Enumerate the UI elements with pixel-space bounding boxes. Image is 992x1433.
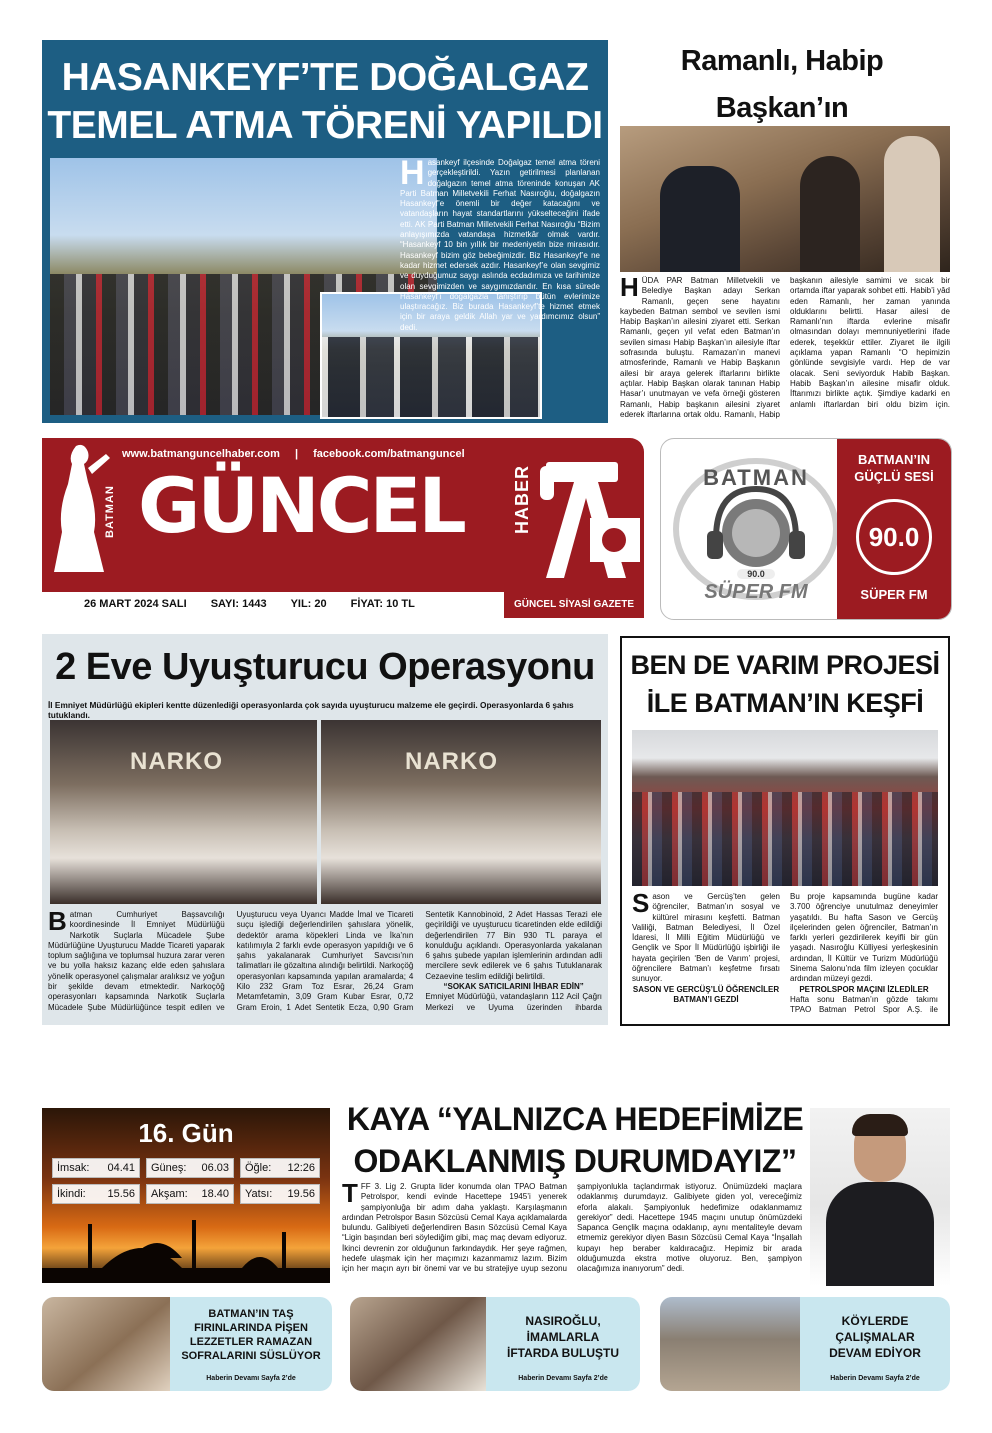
ramanli-iftar-photo <box>620 126 950 272</box>
ramadan-day: 16. Gün <box>138 1118 234 1148</box>
footer-card-iftar[interactable]: NASIROĞLU, İMAMLARLA İFTARDA BULUŞTU Haberin Devamı Sayfa 2’de <box>350 1297 640 1391</box>
footer-card-villages[interactable]: KÖYLERDE ÇALIŞMALAR DEVAM EDİYOR Haberin Devamı Sayfa 2’de <box>660 1297 950 1391</box>
issue-price: FİYAT: 10 TL <box>350 598 415 610</box>
kaya-headline: KAYA “YALNIZCA HEDEFİMİZE ODAKLANMIŞ DURUMDAYIZ” <box>346 1101 804 1179</box>
drug-subhead: İl Emniyet Müdürlüğü ekipleri kentte düzenlediği operasyonlarda çok sayıda uyuşturucu malzeme ele geçirdi. Operasyonlarda 6 şahıs tutuklandı. <box>48 700 574 720</box>
issue-number: SAYI: 1443 <box>210 598 267 610</box>
prayer-imsak: İmsak: 04.41 <box>52 1158 140 1178</box>
narko-evidence-photo-left: NARKO <box>50 720 317 904</box>
radio-red-column: BATMAN’IN GÜÇLÜ SESİ 90.0 SÜPER FM <box>837 439 951 619</box>
radio-bottom-text: SÜPER FM <box>704 581 808 603</box>
cemal-kaya-portrait <box>810 1108 950 1286</box>
pumpjack-icon <box>538 458 644 588</box>
footer-card-bakery[interactable]: BATMAN’IN TAŞ FIRINLARINDA PİŞEN LEZZETLER RAMAZAN SOFRALARINI SÜSLÜYOR Haberin Devamı Sayfa 2’de <box>42 1297 332 1391</box>
radio-frequency: 90.0 <box>856 499 932 575</box>
issue-year: YIL: 20 <box>290 598 327 610</box>
narko-evidence-photo-right: NARKO <box>321 720 601 904</box>
drug-story-panel <box>42 634 608 1025</box>
drug-body: B atman Cumhuriyet Başsavcılığı koordinesinde İl Emniyet Müdürlüğü Narkotik Suçlarla Mücadele Şube Müdürlüğüne Uyuşturucu Madde Ticareti yaparak toplum sağlığına ve toplumsal huzura zarar veren ve bu yolla haksız kazanç elde eden şahıslara yönelik operasyonel çalışmalar aralıksız ve yoğun bir şekilde devam etmektedir. Narkoçöğ operasyonları kapsamında Narkotik Suçlarla Mücadele Şube Müdürlüğünce tespit edilen ve Uyuşturucu veya Uyarıcı Madde İmal ve Ticareti suçu işlediği değerlendirilen şahıslara yönelik, dedektör arama köpekleri Linda ve İka’nın katılımıyla 2 farklı evde operasyon yapıldığı ve 6 şahıs yakalanarak Cumhuriyet Savcısı’nın talimatları ile gözaltına alındığı belirtildi. Narkoçöğ operasyonları kapsamında yapılan aramalarda; 4 Kilo 232 Gram Toz Esrar, 26,24 Gram Metamfetamin, 3,09 Gram Kubar Esrar, 0,72 Gram Eroin, 1 Adet Sentetik Ecza, 0,90 Gram Sentetik Kannobinoid, 2 Adet Hassas Terazi ele geçirildiği ve uyuşturucu ticaretinden elde edildiği değerlendirilen 77 Bin 930 TL paraya el konulduğu açıklandı. Operasyonlarda yakalanan 6 şahıs şubede yapılan işlemlerinin ardından adli mercilere sevk edilerek ve 6 şahıs Tutuklanarak Cezaevine teslim edildiği belirtildi. “SOKAK SATICILARINI İHBAR EDİN” Emniyet Müdürlüğü, vatandaşların 112 Acil Çağrı Merkezi ve Uyuma üzerinden ihbarda <box>48 910 602 1012</box>
radio-badge: 90.0 <box>737 569 775 579</box>
radio-logo <box>671 447 841 611</box>
prayer-aksam: Akşam: 18.40 <box>146 1184 234 1204</box>
more-link[interactable]: Haberin Devamı Sayfa 2’de <box>206 1375 296 1382</box>
mosque-silhouette-icon <box>42 1218 330 1283</box>
prayer-times-panel <box>42 1108 330 1283</box>
brand-side: HABER <box>512 464 532 534</box>
prayer-ikindi: İkindi: 15.56 <box>52 1184 140 1204</box>
tagline: GÜNCEL SİYASİ GAZETE <box>504 592 644 618</box>
website-link[interactable]: www.batmanguncelhaber.com <box>122 448 280 460</box>
brand-small: BATMAN <box>104 485 116 538</box>
hasankeyf-panel <box>42 40 608 423</box>
radio-ad[interactable] <box>660 438 952 620</box>
more-link[interactable]: Haberin Devamı Sayfa 2’de <box>518 1375 608 1382</box>
brand-name: GÜNCEL <box>138 461 464 550</box>
kaya-body: T FF 3. Lig 2. Grupta lider konumda olan TPAO Batman Petrolspor, kendi evinde Hacettepe 1945’i yenerek şampiyonluğa bir adım daha yaklaştı. Karşılaşmanın ardından Petrolspor Basın Sözcüsü Cemal Kaya açıklamalarda bulundu. Galibiyeti değerlendiren Basın Sözcüsü Cemal Kaya “Ligin başından beri söylediğim gibi, maç maç devam ediyoruz. İkinci devrenin zor olduğunun farkındaydık. Her şeye rağmen, hedefe ulaşmak için her maçımızı kazanmamız lazım. Bizim için her maçın ayrı bir önemi var ve bu stratejiye uyup sezonu şampiyonlukla taçlandırmak istiyoruz. Önümüzdeki maçlara odaklanmış durumdayız. Galibiyete giden yol, vereceğimiz eforla alakalı. Şampiyonluk hedefimize odaklanmamız gerekiyor” dedi. Hacettepe 1945 maçını unutup önümüzdeki Sapanca Gençlik maçına odaklanıp, aynı mentaliteyle devam etmemiz gerekiyor diyen Basın Sözcüsü Cemal Kaya “İnşallah kupayı hep beraber kaldıracağız. Hepimiz bir arada olduğumuzda ekstra motive oluyoruz. Ben, şampiyon olacağımıza inanıyorum” dedi. <box>342 1182 802 1274</box>
project-story-panel <box>620 636 950 1026</box>
facebook-link[interactable]: facebook.com/batmanguncel <box>313 448 465 460</box>
stadium-students-photo <box>632 730 938 886</box>
ramanli-headline: Ramanlı, Habip Başkan’ın <box>680 45 884 124</box>
hasankeyf-body: H asankeyf ilçesinde Doğalgaz temel atma töreni gerçekleştirildi. Yazın getirilmesi planlanan doğalgazın temel atma töreninde konuşan AK Parti Batman Milletvekili Ferhat Nasıroğlu, doğalgazın Hasankeyf’e önemli bir değer katacağını ve vatandaşların hayat standartlarını yükselteceğini ifade etti. AK Parti Batman Milletvekili Ferhat Nasıroğlu “Bizim anlayışımızda vatandaşa hizmetkâr olmak vardır. “Hasankeyf 10 bin yıllık bir medeniyetin bize mirasıdır. Hasankeyf bizim göz bebeğimizdir. Biz Hasankeyf’e ne kadar hizmet edersek azdır. Hasankeyf’e olan sevgimiz ve duyduğumuz saygı aslında ecdadımıza ve tarihimize olan sevgimizden ve saygımızdandır. En kısa sürede Hasankeyf’i doğalgazla tanıştırıp bütün evlerimize ulaştıracağız. Biz burada Hasankeyf’te hizmet etmek için bir araya geldik Allah yar ve yardımcımız olsun” dedi. <box>400 158 600 332</box>
prayer-gunes: Güneş: 06.03 <box>146 1158 234 1178</box>
iftar-photo <box>350 1297 486 1391</box>
village-road-photo <box>660 1297 800 1391</box>
issue-date: 26 MART 2024 SALI <box>84 598 187 610</box>
masthead <box>42 438 644 618</box>
issue-info <box>84 598 504 610</box>
more-link[interactable]: Haberin Devamı Sayfa 2’de <box>830 1375 920 1382</box>
prayer-yatsi: Yatsı: 19.56 <box>240 1184 320 1204</box>
bakery-photo <box>42 1297 170 1391</box>
ramanli-body: H ÜDA PAR Batman Milletvekili ve Belediye Başkan adayı Serkan Ramanlı, geçen sene hayatını kaybeden Batman sembol ve sevilen ismi Habip Başkan’ın ailesini ziyaret etti. Serkan Ramanlı, geçen yıl vefat eden Batman’ın sevilen siması Habip Başkan’ın ailesiyle iftar sofrasında buluştu. Ramazan’ın manevi atmosferinde, Ramanlı ve Habip Başkanın ailesi bir araya gelerek iftarlarını birlikte açtılar. Habip Başkan olarak tanınan Habip Hasar’ı unutmayan ve vefa örneği gösteren Ramanlı, Habip başkanın ailesini ziyaret ederek iftarlarına ortak oldu. Ramanlı, Habip başkanın ailesiyle samimi ve sıcak bir ortamda iftar yaparak sohbet etti. Habib’i yâd eden Ramanlı, her zaman yanında olduklarını belirtti. Hasar ailesi de Ramanlı’nın iftarda evlerine misafir olmasından dolayı memnuniyetlerini ifade ederek, teşekkür ettiler. Ziyaret ile ilgili açıklama yapan Ramanlı “O hepimizin gönlünde sevgisiyle vardı. Hep de var olacak. Seni seviyorduk Habib Başkan. Habib Başkan’ın ailesine misafir olduk. İftarımızı birlikte açtık. Şimdiye kadarki en anlamlı iftarlardan biri oldu bizim için. <box>620 276 950 419</box>
prayer-ogle: Öğle: 12:26 <box>240 1158 320 1178</box>
project-headline: BEN DE VARIM PROJESİ İLE BATMAN’IN KEŞFİ <box>630 650 940 718</box>
project-body: S ason ve Gercüş’ten gelen öğrenciler, Batman’ın sosyal ve kültürel mirasını keşfetti. Batman Valiliği, Batman Belediyesi, İl Özel İdaresi, İl Milli Eğitim Müdürlüğü ve Gençlik ve Spor İl Müdürlüğü işbirliği ile hayata geçirilen ‘Ben de Varım’ projesi, öğrencilere Batman’ı keşfetme fırsatı sunuyor. SASON VE GERCÜŞ’LÜ ÖĞRENCİLER BATMAN’I GEZDİ Bu proje kapsamında bugüne kadar 3.700 öğrenciye unutulmaz deneyimler yaşatıldı. Bu hafta Sason ve Gercüş ilçelerinden gelen öğrenciler, Batman’ın farklı yerleri gezdirilerek keyifli bir gün yaşadı. Nasıroğlu Külliyesi yerleşkesinin ardından, İl Kültür ve Turizm Müdürlüğü Sinema Salonu’nda film izleyen çocuklar ardından müzeyi gezdi. PETROLSPOR MAÇINI İZLEDİLER Hafta sonu Batman’ın gözde takımı TPAO Batman Petrol Spor A.Ş. ile <box>632 892 938 1015</box>
hasankeyf-headline: HASANKEYF’TE DOĞALGAZ TEMEL ATMA TÖRENİ YAPILDI <box>47 56 603 147</box>
drug-headline: 2 Eve Uyuşturucu Operasyonu <box>55 646 595 688</box>
web-links: www.batmanguncelhaber.com | facebook.com/batmanguncel <box>122 448 465 460</box>
radio-arc-text: BATMAN <box>703 465 809 490</box>
